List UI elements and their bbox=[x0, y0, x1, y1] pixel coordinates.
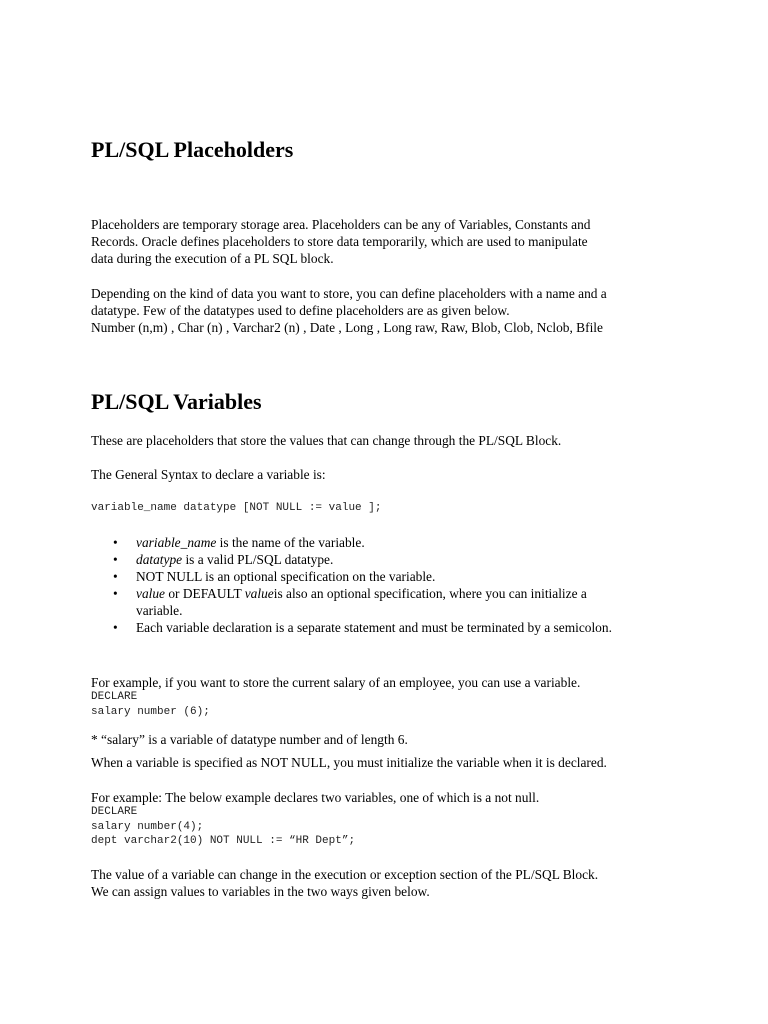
code-line: DECLARE bbox=[91, 691, 138, 703]
term-italic: value bbox=[136, 586, 165, 601]
bullet-icon: • bbox=[113, 586, 118, 601]
text-line: Depending on the kind of data you want to store, you can define placeholders with a name and a bbox=[91, 286, 607, 301]
list-item-text: is a valid PL/SQL datatype. bbox=[182, 552, 334, 567]
heading-variables: PL/SQL Variables bbox=[91, 389, 262, 414]
list-item bbox=[91, 534, 691, 551]
text-line: We can assign values to variables in the two ways given below. bbox=[91, 884, 430, 899]
list-item bbox=[91, 585, 691, 619]
paragraph-closing bbox=[91, 866, 691, 900]
term-italic: value bbox=[244, 586, 274, 601]
list-item bbox=[91, 619, 691, 636]
bullet-icon: • bbox=[113, 535, 118, 550]
term-italic: datatype bbox=[136, 552, 183, 567]
syntax-bullet-list bbox=[91, 534, 691, 636]
text-line: Placeholders are temporary storage area. Placeholders can be any of Variables, Constants and bbox=[91, 217, 591, 232]
paragraph-variables-intro: These are placeholders that store the values that can change through the PL/SQL Block. bbox=[91, 433, 562, 448]
example1-intro: For example, if you want to store the current salary of an employee, you can use a variable. bbox=[91, 675, 581, 690]
text-line: datatype. Few of the datatypes used to define placeholders are as given below. bbox=[91, 303, 510, 318]
heading-placeholders: PL/SQL Placeholders bbox=[91, 137, 294, 162]
syntax-label: The General Syntax to declare a variable is: bbox=[91, 467, 326, 482]
paragraph-placeholders-intro bbox=[91, 216, 691, 267]
text-line: Number (n,m) , Char (n) , Varchar2 (n) , Date , Long , Long raw, Raw, Blob, Clob, Nclob, Bfile bbox=[91, 320, 603, 335]
text-line: data during the execution of a PL SQL block. bbox=[91, 251, 334, 266]
list-item-text: is the name of the variable. bbox=[216, 535, 365, 550]
example1-note: * “salary” is a variable of datatype number and of length 6. bbox=[91, 732, 408, 748]
bullet-icon: • bbox=[113, 552, 118, 567]
list-item-text: is also an optional specification, where you can initialize a bbox=[273, 586, 587, 601]
code-line: salary number(4); bbox=[91, 820, 204, 833]
list-item-text: variable. bbox=[136, 603, 183, 618]
code-line: DECLARE bbox=[91, 806, 138, 818]
list-item-text: Each variable declaration is a separate statement and must be terminated by a semicolon. bbox=[136, 620, 612, 635]
paragraph-notnull: When a variable is specified as NOT NULL, you must initialize the variable when it is declared. bbox=[91, 755, 607, 770]
bullet-icon: • bbox=[113, 620, 118, 635]
syntax-code: variable_name datatype [NOT NULL := value ]; bbox=[91, 502, 382, 514]
list-item bbox=[91, 551, 691, 568]
term-italic: variable_name bbox=[136, 535, 217, 550]
bullet-icon: • bbox=[113, 569, 118, 584]
example2-intro: For example: The below example declares two variables, one of which is a not null. bbox=[91, 790, 540, 805]
code-line: salary number (6); bbox=[91, 705, 210, 718]
text-line: The value of a variable can change in the execution or exception section of the PL/SQL Block. bbox=[91, 867, 599, 882]
list-item-text: NOT NULL is an optional specification on the variable. bbox=[136, 569, 436, 584]
example2-code bbox=[91, 805, 355, 849]
code-line: dept varchar2(10) NOT NULL := “HR Dept”; bbox=[91, 835, 356, 847]
list-item-text: or DEFAULT bbox=[165, 586, 245, 601]
text-line: Records. Oracle defines placeholders to store data temporarily, which are used to manipulate bbox=[91, 234, 588, 249]
example1-code bbox=[91, 690, 210, 719]
list-item bbox=[91, 568, 691, 585]
paragraph-datatypes bbox=[91, 285, 691, 336]
